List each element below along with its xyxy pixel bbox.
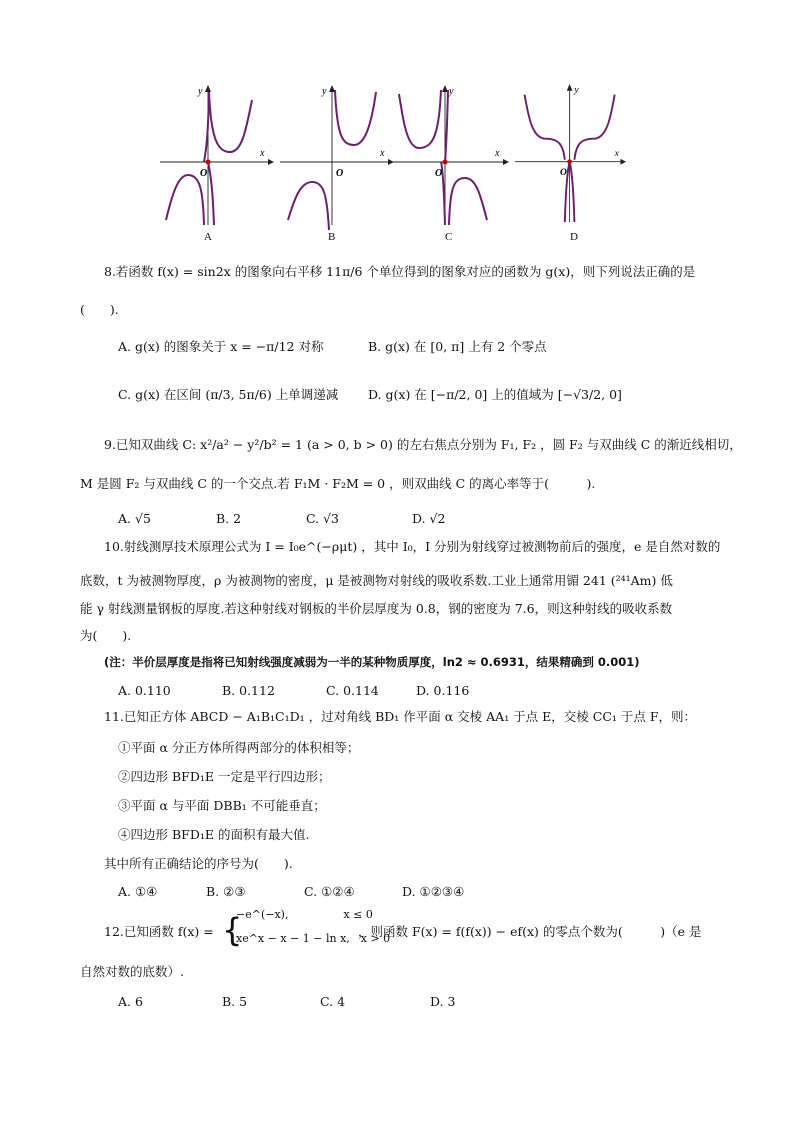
- x-label: x: [614, 147, 619, 159]
- q10-note: (注：半价层厚度是指将已知射线强度减弱为一半的某种物质厚度，ln2 ≈ 0.6931，结果精确到 0.001): [104, 655, 640, 669]
- q8-option-d: D. g(x) 在 [−π/2, 0] 上的值域为 [−√3/2, 0]: [368, 387, 622, 402]
- q12-case-2: xe^x − x − 1 − ln x, x > 0: [236, 932, 391, 945]
- graph-c-svg: [393, 80, 508, 230]
- q10-line-3: 能 γ 射线测量钢板的厚度.若这种射线对钢板的半价层厚度为 0.8，钢的密度为 7.6，则这种射线的吸收系数: [80, 601, 673, 616]
- q11-statement-4: ④四边形 BFD₁E 的面积有最大值.: [118, 827, 310, 842]
- q12-post: ，则函数 F(x) = f(f(x)) − ef(x) 的零点个数为( )（e 是: [358, 924, 702, 939]
- origin-label: O: [560, 167, 567, 179]
- graph-a-label: A: [204, 231, 212, 243]
- q10-line-4: 为( ).: [80, 628, 132, 643]
- q9-option-a: A. √5: [118, 511, 151, 526]
- graph-a: [160, 80, 275, 230]
- q12-line-2: 自然对数的底数）.: [80, 964, 184, 979]
- q11-option-a: A. ①④: [118, 884, 158, 899]
- q8-paren: ( ).: [80, 302, 119, 317]
- q12-case-1: −e^(−x), x ≤ 0: [236, 908, 373, 921]
- y-label: y: [449, 86, 454, 97]
- q8-option-b: B. g(x) 在 [0, π] 上有 2 个零点: [368, 339, 547, 354]
- q8-option-c: C. g(x) 在区间 (π/3, 5π/6) 上单调递减: [118, 387, 339, 402]
- curve-left-down: [166, 175, 204, 225]
- origin-label: O: [435, 168, 443, 179]
- origin-label: O: [336, 168, 344, 179]
- y-label: y: [574, 84, 579, 96]
- q11-option-c: C. ①②④: [304, 884, 355, 899]
- q11-statement-3: ③平面 α 与平面 DBB₁ 不可能垂直；: [118, 798, 326, 813]
- q10-option-b: B. 0.112: [222, 683, 275, 698]
- q11-option-d: D. ①②③④: [402, 884, 465, 899]
- x-label: x: [495, 148, 500, 159]
- q10-option-a: A. 0.110: [118, 683, 171, 698]
- graph-b: [280, 80, 395, 230]
- graph-d-label: D: [570, 231, 578, 243]
- q10-line-1: 10.射线测厚技术原理公式为 I = I₀e^(−ρμt) ，其中 I₀，I 分别为射线穿过被测物前后的强度，e 是自然对数的: [104, 539, 721, 554]
- graph-b-label: B: [328, 231, 336, 243]
- graph-c: [393, 80, 508, 230]
- q10-line-2: 底数，t 为被测物厚度，ρ 为被测物的密度，μ 是被测物对射线的吸收系数.工业上通常用镅 241 (²⁴¹Am) 低: [80, 573, 673, 588]
- graph-c-label: C: [445, 231, 453, 243]
- q11-ask: 其中所有正确结论的序号为( ).: [104, 856, 293, 871]
- q9-option-b: B. 2: [216, 511, 242, 526]
- q12-option-d: D. 3: [430, 994, 456, 1009]
- q12-option-a: A. 6: [118, 994, 143, 1009]
- graph-d-svg: [515, 80, 630, 230]
- q11-statement-2: ②四边形 BFD₁E 一定是平行四边形；: [118, 769, 331, 784]
- q11-line-1: 11.已知正方体 ABCD − A₁B₁C₁D₁ ，过对角线 BD₁ 作平面 α 交棱 AA₁ 于点 E，交棱 CC₁ 于点 F，则：: [104, 709, 697, 724]
- q10-option-d: D. 0.116: [416, 683, 470, 698]
- curve-right-up: [209, 92, 252, 152]
- graph-a-svg: [160, 80, 275, 230]
- q12-option-b: B. 5: [222, 994, 248, 1009]
- origin-label: O: [200, 168, 208, 179]
- q12-option-c: C. 4: [320, 994, 346, 1009]
- q12-pre: 12.已知函数 f(x) =: [104, 924, 214, 939]
- graph-b-svg: [280, 80, 395, 230]
- q12-brace: {: [222, 911, 243, 949]
- q9-option-c: C. √3: [306, 511, 339, 526]
- origin-dot: [206, 160, 211, 165]
- q8-stem: 8.若函数 f(x) = sin2x 的图象向右平移 11π/6 个单位得到的图象对应的函数为 g(x)，则下列说法正确的是: [104, 264, 696, 279]
- y-label: y: [198, 86, 203, 97]
- q11-statement-1: ①平面 α 分正方体所得两部分的体积相等；: [118, 740, 360, 755]
- q9-line-1: 9.已知双曲线 C: x²/a² − y²/b² = 1 (a > 0, b > 0) 的左右焦点分别为 F₁, F₂ ，圆 F₂ 与双曲线 C 的渐近线相切，: [104, 437, 742, 452]
- graph-d: [515, 80, 630, 230]
- y-label: y: [322, 86, 327, 97]
- q11-option-b: B. ②③: [206, 884, 246, 899]
- q8-option-a: A. g(x) 的图象关于 x = −π/12 对称: [118, 339, 324, 354]
- q9-option-d: D. √2: [412, 511, 446, 526]
- x-label: x: [260, 148, 265, 159]
- q9-line-2: M 是圆 F₂ 与双曲线 C 的一个交点.若 F₁M · F₂M = 0 ，则双曲线 C 的离心率等于( ).: [80, 476, 596, 491]
- q10-option-c: C. 0.114: [326, 683, 379, 698]
- x-label: x: [380, 148, 385, 159]
